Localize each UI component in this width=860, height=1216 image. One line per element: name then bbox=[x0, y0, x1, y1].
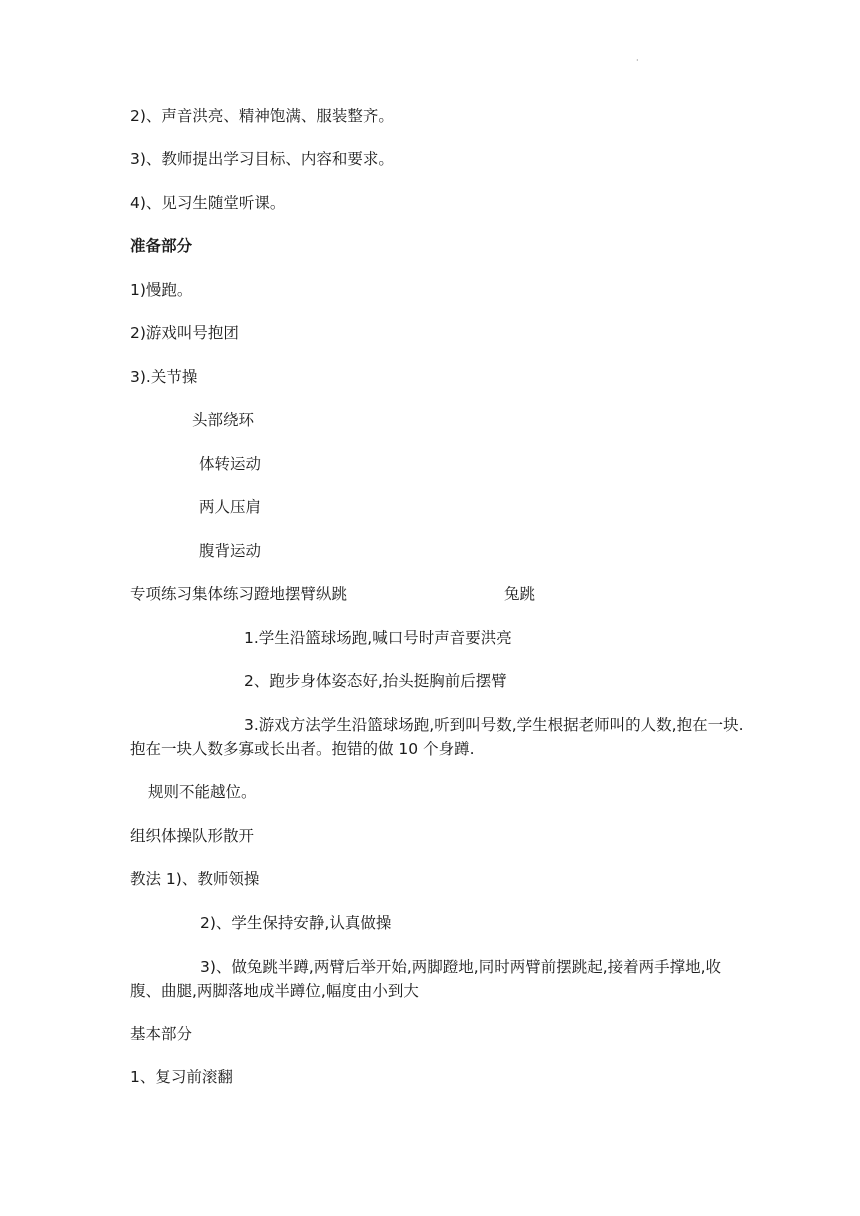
text-line: 组织体操队形散开 bbox=[130, 827, 255, 845]
text-line: 腹背运动 bbox=[199, 542, 262, 560]
text-line: 兔跳 bbox=[504, 585, 536, 603]
text-line: 头部绕环 bbox=[192, 411, 255, 429]
text-paragraph: 3.游戏方法学生沿篮球场跑,听到叫号数,学生根据老师叫的人数,抱在一块.抱在一块人数多寡或长出者。抱错的做 10 个身蹲. bbox=[130, 716, 744, 758]
text-line: 基本部分 bbox=[130, 1025, 193, 1043]
text-line: 2、跑步身体姿态好,抬头挺胸前后摆臂 bbox=[244, 672, 507, 690]
text-line: 规则不能越位。 bbox=[148, 783, 257, 801]
text-line: 1.学生沿篮球场跑,喊口号时声音要洪亮 bbox=[244, 629, 512, 647]
text-paragraph: 3)、做兔跳半蹲,两臂后举开始,两脚蹬地,同时两臂前摆跳起,接着两手撑地,收腹、曲腿,两脚落地成半蹲位,幅度由小到大 bbox=[130, 958, 722, 1000]
text-line: 1、复习前滚翻 bbox=[130, 1068, 233, 1086]
text-line: 3)、教师提出学习目标、内容和要求。 bbox=[130, 150, 394, 168]
text-line: 两人压肩 bbox=[199, 498, 262, 516]
text-line: 教法 1)、教师领操 bbox=[130, 870, 260, 888]
text-line: 2)、声音洪亮、精神饱满、服装整齐。 bbox=[130, 107, 394, 125]
text-line: 2)游戏叫号抱团 bbox=[130, 324, 239, 342]
text-line: 专项练习集体练习蹬地摆臂纵跳 bbox=[130, 585, 348, 603]
text-line: 体转运动 bbox=[199, 455, 262, 473]
page-corner-mark: · bbox=[636, 56, 639, 65]
text-line: 2)、学生保持安静,认真做操 bbox=[200, 914, 392, 932]
text-line: 1)慢跑。 bbox=[130, 281, 193, 299]
section-heading: 准备部分 bbox=[130, 237, 193, 255]
text-line: 4)、见习生随堂听课。 bbox=[130, 194, 286, 212]
text-line: 3).关节操 bbox=[130, 368, 198, 386]
